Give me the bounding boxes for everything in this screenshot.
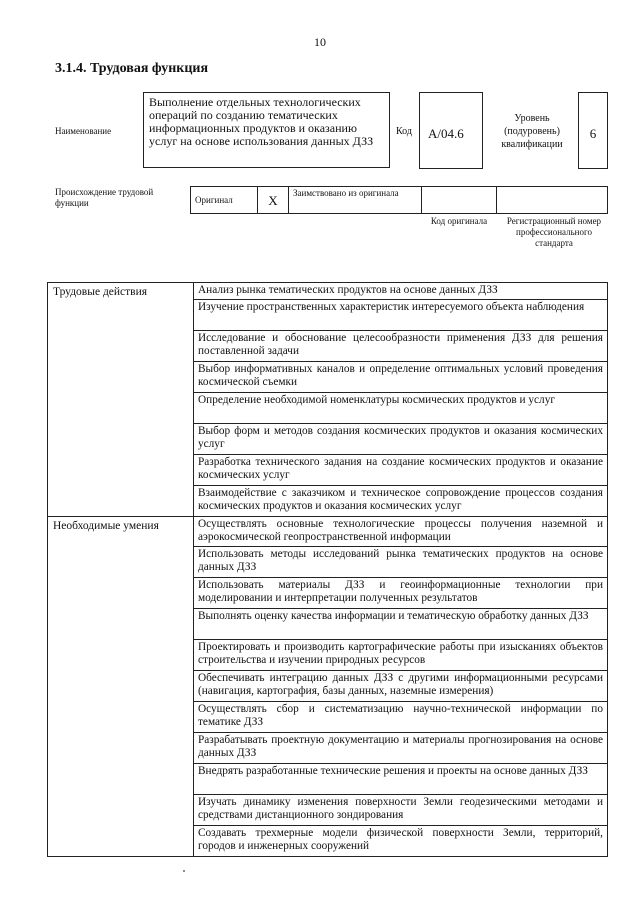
origin-reg-cell (497, 187, 608, 214)
original-label: Оригинал (191, 187, 258, 214)
name-label: Наименование (55, 126, 112, 136)
table-row (48, 283, 608, 300)
level-label: Уровень (подуровень) квалификации (501, 113, 563, 150)
category-cell: Трудовые действия (48, 283, 194, 517)
item-cell: Исследование и обоснование целесообразности применения ДЗЗ для решения поставленной задачи (194, 331, 608, 362)
function-table (47, 282, 608, 857)
item-cell: Использовать методы исследований рынка тематических продуктов на основе данных ДЗЗ (194, 547, 608, 578)
origin-label: Происхождение трудовой функции (55, 187, 154, 208)
origin-reg-caption: Регистрационный номер профессионального стандарта (506, 216, 602, 248)
category-cell: Необходимые умения (48, 517, 194, 857)
origin-code-cell (422, 187, 497, 214)
code-value: А/04.6 (419, 92, 483, 169)
item-cell: Создавать трехмерные модели физической поверхности Земли, территорий, городов и инженерных сооружений (194, 826, 608, 857)
item-cell: Осуществлять основные технологические процессы получения наземной и аэрокосмической геопространственной информации (194, 517, 608, 547)
item-cell: Внедрять разработанные технические решения и проекты на основе данных ДЗЗ (194, 764, 608, 795)
code-label: Код (396, 126, 412, 137)
item-cell: Выполнять оценку качества информации и тематическую обработку данных ДЗЗ (194, 609, 608, 640)
item-cell: Разработка технического задания на создание космических продуктов и оказание космических услуг (194, 455, 608, 486)
item-cell: Обеспечивать интеграцию данных ДЗЗ с другими информационными ресурсами (навигация, картография, базы данных, наземные измерения) (194, 671, 608, 702)
item-cell: Осуществлять сбор и систематизацию научно-технической информации по тематике ДЗЗ (194, 702, 608, 733)
item-cell: Взаимодействие с заказчиком и техническое сопровождение процессов создания космических продуктов и оказания космических услуг (194, 486, 608, 517)
item-cell: Проектировать и производить картографические работы при изысканиях объектов строительства и изучении природных ресурсов (194, 640, 608, 671)
item-cell: Выбор форм и методов создания космических продуктов и оказания космических услуг (194, 424, 608, 455)
level-value: 6 (578, 92, 608, 169)
table-row (48, 517, 608, 547)
section-title: 3.1.4. Трудовая функция (55, 61, 209, 76)
item-cell: Определение необходимой номенклатуры космических продуктов и услуг (194, 393, 608, 424)
item-cell: Анализ рынка тематических продуктов на основе данных ДЗЗ (194, 283, 608, 300)
item-cell: Изучать динамику изменения поверхности Земли геодезическими методами и средствами дистанционного зондирования (194, 795, 608, 826)
scan-dot (183, 870, 185, 872)
item-cell: Изучение пространственных характеристик интересуемого объекта наблюдения (194, 300, 608, 331)
borrowed-label: Заимствовано из оригинала (289, 187, 422, 214)
page-number: 10 (314, 35, 326, 49)
original-mark: X (258, 187, 289, 214)
name-value: Выполнение отдельных технологических операций по созданию тематических информационных продуктов и оказанию услуг на основе использования данных ДЗЗ (143, 92, 390, 168)
origin-table (190, 186, 608, 214)
item-cell: Выбор информативных каналов и определение оптимальных условий проведения космической съемки (194, 362, 608, 393)
item-cell: Разрабатывать проектную документацию и материалы прогнозирования на основе данных ДЗЗ (194, 733, 608, 764)
origin-code-caption: Код оригинала (430, 216, 488, 226)
item-cell: Использовать материалы ДЗЗ и геоинформационные технологии при моделировании и интерпретации полученных результатов (194, 578, 608, 609)
